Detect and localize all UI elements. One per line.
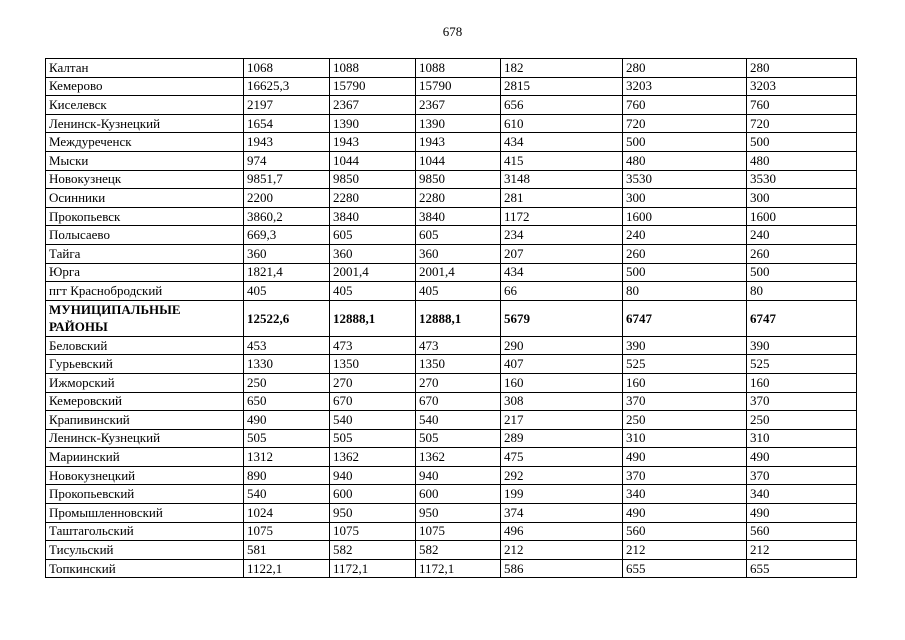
value-cell-1: 12522,6 xyxy=(244,300,330,336)
row-name-cell: Новокузнецк xyxy=(46,170,244,189)
value-cell-5: 240 xyxy=(623,226,747,245)
page-number: 678 xyxy=(442,24,463,39)
value-cell-6: 240 xyxy=(747,226,857,245)
value-cell-4: 289 xyxy=(501,429,623,448)
value-cell-3: 940 xyxy=(416,466,501,485)
value-cell-3: 1350 xyxy=(416,355,501,374)
value-cell-2: 3840 xyxy=(330,207,416,226)
value-cell-5: 370 xyxy=(623,466,747,485)
table-row xyxy=(46,373,857,392)
row-name-cell: Ижморский xyxy=(46,373,244,392)
value-cell-6: 250 xyxy=(747,411,857,430)
value-cell-4: 207 xyxy=(501,244,623,263)
value-cell-2: 2367 xyxy=(330,96,416,115)
value-cell-3: 1362 xyxy=(416,448,501,467)
value-cell-6: 260 xyxy=(747,244,857,263)
value-cell-2: 670 xyxy=(330,392,416,411)
row-name-cell: Ленинск-Кузнецкий xyxy=(46,114,244,133)
row-name-cell: Крапивинский xyxy=(46,411,244,430)
table-row xyxy=(46,504,857,523)
table-row xyxy=(46,170,857,189)
value-cell-4: 610 xyxy=(501,114,623,133)
value-cell-2: 270 xyxy=(330,373,416,392)
value-cell-1: 1654 xyxy=(244,114,330,133)
value-cell-2: 600 xyxy=(330,485,416,504)
table-row xyxy=(46,429,857,448)
value-cell-6: 340 xyxy=(747,485,857,504)
value-cell-3: 1088 xyxy=(416,59,501,78)
row-name-cell: Кемерово xyxy=(46,77,244,96)
value-cell-6: 80 xyxy=(747,282,857,301)
value-cell-4: 292 xyxy=(501,466,623,485)
value-cell-4: 415 xyxy=(501,151,623,170)
value-cell-4: 374 xyxy=(501,504,623,523)
value-cell-3: 950 xyxy=(416,504,501,523)
value-cell-5: 480 xyxy=(623,151,747,170)
value-cell-5: 250 xyxy=(623,411,747,430)
row-name-cell: Прокопьевск xyxy=(46,207,244,226)
value-cell-3: 670 xyxy=(416,392,501,411)
row-name-cell: Топкинский xyxy=(46,559,244,578)
value-cell-4: 217 xyxy=(501,411,623,430)
value-cell-2: 360 xyxy=(330,244,416,263)
value-cell-6: 500 xyxy=(747,263,857,282)
value-cell-6: 3530 xyxy=(747,170,857,189)
value-cell-6: 6747 xyxy=(747,300,857,336)
value-cell-6: 525 xyxy=(747,355,857,374)
value-cell-3: 2280 xyxy=(416,189,501,208)
row-name-cell: Беловский xyxy=(46,336,244,355)
value-cell-2: 950 xyxy=(330,504,416,523)
value-cell-4: 281 xyxy=(501,189,623,208)
value-cell-5: 310 xyxy=(623,429,747,448)
value-cell-2: 15790 xyxy=(330,77,416,96)
table-row xyxy=(46,466,857,485)
table-row xyxy=(46,448,857,467)
value-cell-5: 560 xyxy=(623,522,747,541)
value-cell-3: 1044 xyxy=(416,151,501,170)
value-cell-6: 370 xyxy=(747,392,857,411)
table-row xyxy=(46,189,857,208)
row-name-cell: Междуреченск xyxy=(46,133,244,152)
value-cell-4: 66 xyxy=(501,282,623,301)
table-row xyxy=(46,263,857,282)
value-cell-1: 453 xyxy=(244,336,330,355)
value-cell-6: 212 xyxy=(747,541,857,560)
value-cell-4: 1172 xyxy=(501,207,623,226)
table-row xyxy=(46,541,857,560)
value-cell-4: 434 xyxy=(501,263,623,282)
value-cell-5: 300 xyxy=(623,189,747,208)
table-row xyxy=(46,114,857,133)
value-cell-2: 1088 xyxy=(330,59,416,78)
value-cell-3: 505 xyxy=(416,429,501,448)
value-cell-2: 405 xyxy=(330,282,416,301)
value-cell-6: 1600 xyxy=(747,207,857,226)
value-cell-5: 1600 xyxy=(623,207,747,226)
table-row xyxy=(46,77,857,96)
value-cell-2: 1362 xyxy=(330,448,416,467)
value-cell-6: 490 xyxy=(747,448,857,467)
value-cell-6: 480 xyxy=(747,151,857,170)
value-cell-1: 650 xyxy=(244,392,330,411)
value-cell-2: 540 xyxy=(330,411,416,430)
value-cell-2: 1075 xyxy=(330,522,416,541)
value-cell-1: 9851,7 xyxy=(244,170,330,189)
value-cell-4: 586 xyxy=(501,559,623,578)
value-cell-5: 80 xyxy=(623,282,747,301)
value-cell-1: 405 xyxy=(244,282,330,301)
value-cell-2: 1390 xyxy=(330,114,416,133)
value-cell-4: 182 xyxy=(501,59,623,78)
value-cell-1: 974 xyxy=(244,151,330,170)
value-cell-1: 1330 xyxy=(244,355,330,374)
value-cell-5: 490 xyxy=(623,448,747,467)
value-cell-3: 1172,1 xyxy=(416,559,501,578)
value-cell-5: 490 xyxy=(623,504,747,523)
row-name-cell: Мыски xyxy=(46,151,244,170)
row-name-cell: Ленинск-Кузнецкий xyxy=(46,429,244,448)
value-cell-2: 2001,4 xyxy=(330,263,416,282)
value-cell-5: 500 xyxy=(623,133,747,152)
value-cell-6: 655 xyxy=(747,559,857,578)
value-cell-1: 505 xyxy=(244,429,330,448)
value-cell-6: 3203 xyxy=(747,77,857,96)
value-cell-5: 6747 xyxy=(623,300,747,336)
value-cell-6: 500 xyxy=(747,133,857,152)
row-name-cell: Осинники xyxy=(46,189,244,208)
value-cell-5: 500 xyxy=(623,263,747,282)
value-cell-3: 2367 xyxy=(416,96,501,115)
data-table xyxy=(45,58,857,578)
value-cell-6: 490 xyxy=(747,504,857,523)
value-cell-3: 600 xyxy=(416,485,501,504)
table-row xyxy=(46,96,857,115)
value-cell-5: 280 xyxy=(623,59,747,78)
value-cell-3: 1943 xyxy=(416,133,501,152)
row-name-cell: пгт Краснобродский xyxy=(46,282,244,301)
value-cell-1: 2200 xyxy=(244,189,330,208)
value-cell-3: 605 xyxy=(416,226,501,245)
value-cell-2: 1350 xyxy=(330,355,416,374)
table-row xyxy=(46,355,857,374)
value-cell-1: 360 xyxy=(244,244,330,263)
value-cell-4: 234 xyxy=(501,226,623,245)
value-cell-3: 9850 xyxy=(416,170,501,189)
value-cell-4: 160 xyxy=(501,373,623,392)
row-name-cell: Новокузнецкий xyxy=(46,466,244,485)
value-cell-1: 1075 xyxy=(244,522,330,541)
row-name-cell: Калтан xyxy=(46,59,244,78)
row-name-cell: Тисульский xyxy=(46,541,244,560)
table-row xyxy=(46,411,857,430)
value-cell-5: 655 xyxy=(623,559,747,578)
row-name-cell: Полысаево xyxy=(46,226,244,245)
value-cell-1: 1821,4 xyxy=(244,263,330,282)
value-cell-5: 720 xyxy=(623,114,747,133)
value-cell-2: 473 xyxy=(330,336,416,355)
value-cell-5: 260 xyxy=(623,244,747,263)
value-cell-5: 3203 xyxy=(623,77,747,96)
table-row xyxy=(46,207,857,226)
row-name-cell: Промышленновский xyxy=(46,504,244,523)
table-row xyxy=(46,244,857,263)
value-cell-4: 199 xyxy=(501,485,623,504)
value-cell-6: 720 xyxy=(747,114,857,133)
value-cell-1: 250 xyxy=(244,373,330,392)
value-cell-4: 5679 xyxy=(501,300,623,336)
table-row xyxy=(46,392,857,411)
value-cell-3: 540 xyxy=(416,411,501,430)
table-row xyxy=(46,522,857,541)
value-cell-1: 669,3 xyxy=(244,226,330,245)
value-cell-1: 3860,2 xyxy=(244,207,330,226)
value-cell-6: 390 xyxy=(747,336,857,355)
table-row xyxy=(46,559,857,578)
value-cell-3: 15790 xyxy=(416,77,501,96)
row-name-cell: Тайга xyxy=(46,244,244,263)
row-name-cell: Кемеровский xyxy=(46,392,244,411)
value-cell-5: 160 xyxy=(623,373,747,392)
value-cell-1: 1024 xyxy=(244,504,330,523)
row-name-cell: Прокопьевский xyxy=(46,485,244,504)
value-cell-4: 434 xyxy=(501,133,623,152)
value-cell-5: 212 xyxy=(623,541,747,560)
value-cell-4: 407 xyxy=(501,355,623,374)
value-cell-5: 370 xyxy=(623,392,747,411)
table-row-subtotal xyxy=(46,300,857,336)
value-cell-4: 2815 xyxy=(501,77,623,96)
table-row xyxy=(46,336,857,355)
value-cell-4: 212 xyxy=(501,541,623,560)
row-name-cell: Таштагольский xyxy=(46,522,244,541)
value-cell-5: 3530 xyxy=(623,170,747,189)
value-cell-1: 540 xyxy=(244,485,330,504)
table-row xyxy=(46,151,857,170)
value-cell-3: 582 xyxy=(416,541,501,560)
value-cell-6: 560 xyxy=(747,522,857,541)
value-cell-2: 1172,1 xyxy=(330,559,416,578)
value-cell-1: 1943 xyxy=(244,133,330,152)
value-cell-1: 890 xyxy=(244,466,330,485)
value-cell-2: 605 xyxy=(330,226,416,245)
table-row xyxy=(46,226,857,245)
value-cell-5: 340 xyxy=(623,485,747,504)
table-row xyxy=(46,133,857,152)
value-cell-3: 12888,1 xyxy=(416,300,501,336)
value-cell-3: 3840 xyxy=(416,207,501,226)
value-cell-6: 300 xyxy=(747,189,857,208)
value-cell-1: 581 xyxy=(244,541,330,560)
row-name-cell: Юрга xyxy=(46,263,244,282)
value-cell-5: 760 xyxy=(623,96,747,115)
value-cell-2: 12888,1 xyxy=(330,300,416,336)
value-cell-2: 582 xyxy=(330,541,416,560)
value-cell-5: 525 xyxy=(623,355,747,374)
value-cell-4: 475 xyxy=(501,448,623,467)
value-cell-1: 1312 xyxy=(244,448,330,467)
value-cell-6: 160 xyxy=(747,373,857,392)
value-cell-4: 656 xyxy=(501,96,623,115)
value-cell-1: 2197 xyxy=(244,96,330,115)
value-cell-4: 290 xyxy=(501,336,623,355)
value-cell-4: 3148 xyxy=(501,170,623,189)
value-cell-3: 360 xyxy=(416,244,501,263)
value-cell-4: 496 xyxy=(501,522,623,541)
value-cell-3: 270 xyxy=(416,373,501,392)
row-name-cell: Гурьевский xyxy=(46,355,244,374)
value-cell-6: 310 xyxy=(747,429,857,448)
row-name-cell: Киселевск xyxy=(46,96,244,115)
value-cell-3: 1075 xyxy=(416,522,501,541)
value-cell-3: 405 xyxy=(416,282,501,301)
value-cell-1: 1122,1 xyxy=(244,559,330,578)
table-body xyxy=(46,59,857,578)
value-cell-2: 1044 xyxy=(330,151,416,170)
value-cell-6: 760 xyxy=(747,96,857,115)
value-cell-1: 490 xyxy=(244,411,330,430)
value-cell-3: 1390 xyxy=(416,114,501,133)
value-cell-2: 1943 xyxy=(330,133,416,152)
value-cell-2: 505 xyxy=(330,429,416,448)
value-cell-2: 2280 xyxy=(330,189,416,208)
value-cell-1: 16625,3 xyxy=(244,77,330,96)
value-cell-2: 9850 xyxy=(330,170,416,189)
value-cell-3: 2001,4 xyxy=(416,263,501,282)
value-cell-2: 940 xyxy=(330,466,416,485)
value-cell-6: 370 xyxy=(747,466,857,485)
value-cell-1: 1068 xyxy=(244,59,330,78)
table-row xyxy=(46,59,857,78)
row-name-cell: МУНИЦИПАЛЬНЫЕ РАЙОНЫ xyxy=(46,300,244,336)
value-cell-6: 280 xyxy=(747,59,857,78)
table-row xyxy=(46,282,857,301)
table-row xyxy=(46,485,857,504)
value-cell-4: 308 xyxy=(501,392,623,411)
value-cell-3: 473 xyxy=(416,336,501,355)
value-cell-5: 390 xyxy=(623,336,747,355)
row-name-cell: Мариинский xyxy=(46,448,244,467)
